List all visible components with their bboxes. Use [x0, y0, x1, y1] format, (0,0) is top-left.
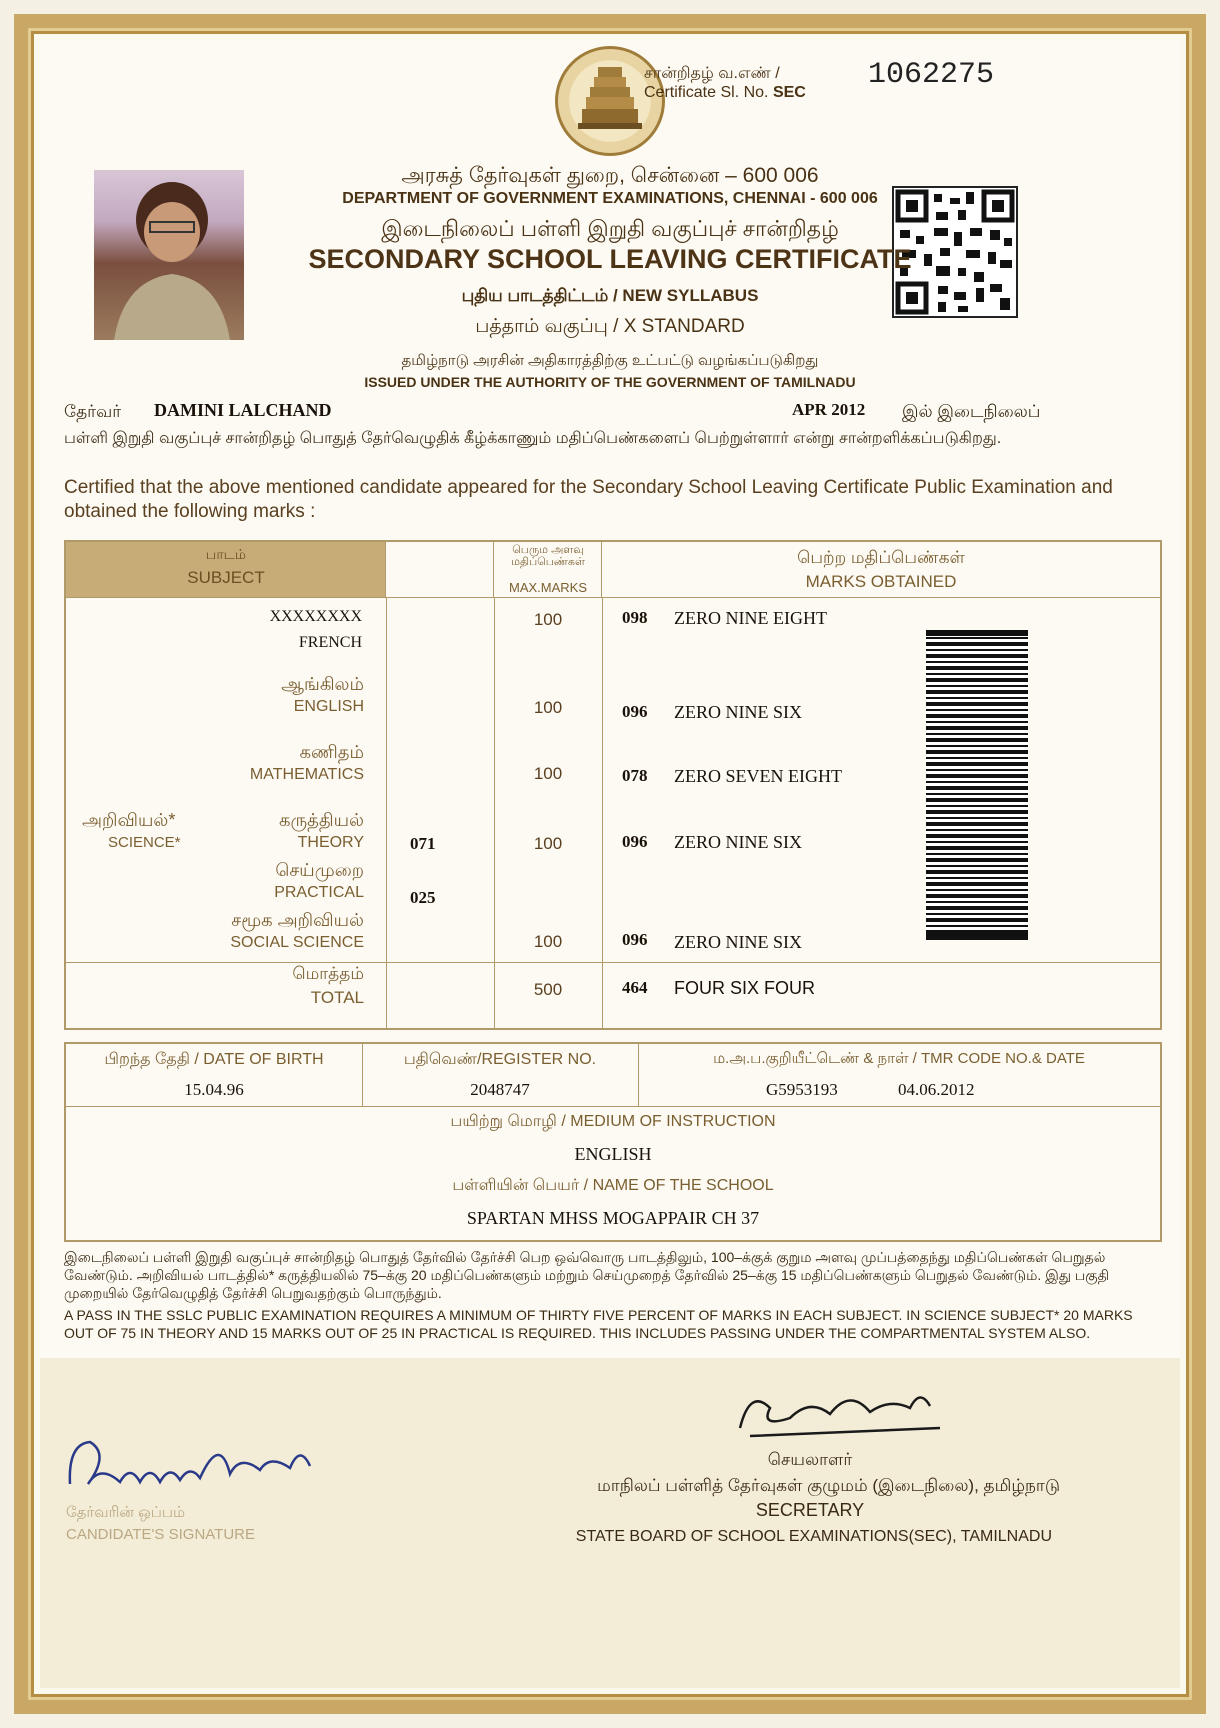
- subject-name-tamil: XXXXXXXX: [269, 608, 362, 625]
- subject-name-tamil: கணிதம்: [299, 742, 364, 762]
- subject-header: [66, 542, 386, 598]
- marks-words: ZERO NINE SIX: [674, 702, 802, 722]
- marks-words: ZERO NINE SIX: [674, 832, 802, 852]
- cert-sl-label: [644, 84, 806, 102]
- issued-tamil: தமிழ்நாடு அரசின் அதிகாரத்திற்கு உட்பட்டு வழங்கப்படுகிறது: [401, 352, 819, 369]
- obtained-header: [602, 542, 1160, 598]
- session-suffix-tamil: இல் இடைநிலைப்: [902, 402, 1041, 421]
- subject-name-english: SOCIAL SCIENCE: [230, 934, 364, 951]
- max-marks: 100: [533, 932, 563, 951]
- max-marks: 100: [533, 764, 563, 783]
- dob-value: 15.04.96: [184, 1080, 244, 1099]
- cert-number: 1062275: [868, 58, 995, 92]
- cert-text-english: Certified that the above mentioned candidate appeared for the Secondary School Leaving Certificate Public Examination and obtained the following marks :: [64, 477, 1113, 522]
- subject-name-tamil: ஆங்கிலம்: [281, 674, 364, 694]
- standard: பத்தாம் வகுப்பு / X STANDARD: [475, 316, 745, 337]
- cert-text-tamil: பள்ளி இறுதி வகுப்புச் சான்றிதழ் பொதுத் தேர்வெழுதிக் கீழ்க்காணும் மதிப்பெண்களைப் பெற்றுள்ளார் என்று சான்றளிக்கப்படுகிறது.: [64, 430, 1002, 447]
- info-table: [64, 1042, 1162, 1242]
- note-english: A PASS IN THE SSLC PUBLIC EXAMINATION REQUIRES A MINIMUM OF THIRTY FIVE PERCENT OF MARKS IN EACH SUBJECT. IN SCIENCE SUBJECT* 20 MARKS OUT OF 75 IN THEORY AND 15 MARKS OUT OF 25 IN PRACTICAL IS REQUIRED. THIS INCLUDES PASSING UNDER THE COMPARTMENTAL SYSTEM ALSO.: [64, 1307, 1133, 1341]
- subject-name-english: FRENCH: [298, 634, 362, 651]
- school-value: SPARTAN MHSS MOGAPPAIR CH 37: [466, 1208, 760, 1228]
- subject-name-english: MATHEMATICS: [249, 766, 364, 783]
- marks-value: 098: [622, 608, 648, 627]
- total-label-english: TOTAL: [310, 988, 364, 1007]
- board-english: STATE BOARD OF SCHOOL EXAMINATIONS(SEC), TAMILNADU: [575, 1528, 1052, 1545]
- marks-value: 096: [622, 702, 648, 721]
- subject-name-tamil: கருத்தியல்: [278, 810, 364, 830]
- barcode-icon: [926, 630, 1028, 940]
- marks-words: ZERO NINE SIX: [674, 932, 802, 952]
- medium-label: பயிற்று மொழி / MEDIUM OF INSTRUCTION: [450, 1113, 776, 1130]
- tmr-label: ம.அ.ப.குறியீட்டெண் & நாள் / TMR CODE NO.& DATE: [713, 1050, 1085, 1067]
- marks-value: 096: [622, 930, 648, 949]
- tmr-date: 04.06.2012: [898, 1080, 975, 1099]
- cert-sl-code: SEC: [772, 84, 806, 101]
- cert-sl-label-tamil: சான்றிதழ் வ.எண் /: [644, 65, 780, 82]
- subject-name-english: ENGLISH: [293, 698, 364, 715]
- max-marks: 100: [533, 610, 563, 629]
- science-label-english: SCIENCE*: [108, 834, 181, 851]
- reg-value: 2048747: [470, 1080, 530, 1099]
- component-header: [386, 542, 494, 598]
- row-divider: [66, 1106, 1160, 1107]
- max-header: [494, 542, 602, 598]
- marks-value: 096: [622, 832, 648, 851]
- cert-sl-label-english: Certificate Sl. No.: [644, 84, 769, 101]
- certificate-body: [40, 40, 1180, 1688]
- dept-tamil: அரசுத் தேர்வுகள் துறை, சென்னை – 600 006: [401, 164, 819, 187]
- total-marks: 464: [622, 978, 648, 997]
- candidate-signature-icon: [60, 1424, 330, 1504]
- subject-header-english: SUBJECT: [187, 568, 265, 587]
- col-divider: [494, 598, 495, 1028]
- max-marks: 100: [533, 834, 563, 853]
- marks-value: 078: [622, 766, 648, 785]
- title-english: SECONDARY SCHOOL LEAVING CERTIFICATE: [308, 244, 912, 274]
- practical-label-tamil: செய்முறை: [275, 860, 364, 880]
- candidate-sig-english: CANDIDATE'S SIGNATURE: [66, 1526, 255, 1543]
- secretary-tamil: செயலாளர்: [767, 1450, 853, 1469]
- col-divider: [386, 598, 387, 1028]
- theory-marks: 071: [410, 834, 436, 853]
- max-marks: 100: [533, 698, 563, 717]
- science-label-tamil: அறிவியல்*: [82, 810, 176, 830]
- marks-words: ZERO SEVEN EIGHT: [674, 766, 842, 786]
- subject-name-tamil: சமூக அறிவியல்: [231, 910, 364, 930]
- exam-session: APR 2012: [792, 400, 866, 419]
- obtained-header-english: MARKS OBTAINED: [805, 572, 957, 591]
- candidate-label-tamil: தேர்வர்: [64, 402, 122, 421]
- subject-header-tamil: பாடம்: [205, 546, 247, 562]
- footer: [40, 1358, 1180, 1688]
- secretary-english: SECRETARY: [755, 1500, 865, 1520]
- practical-marks: 025: [410, 888, 436, 907]
- tmr-code: G5953193: [766, 1080, 838, 1099]
- total-words: FOUR SIX FOUR: [674, 978, 816, 998]
- obtained-header-tamil: பெற்ற மதிப்பெண்கள்: [797, 548, 965, 567]
- dept-english: DEPARTMENT OF GOVERNMENT EXAMINATIONS, CHENNAI - 600 006: [342, 190, 878, 207]
- max-header-english: MAX.MARKS: [508, 580, 587, 595]
- dob-label: பிறந்த தேதி / DATE OF BIRTH: [104, 1051, 324, 1068]
- col-divider: [602, 598, 603, 1028]
- total-label-tamil: மொத்தம்: [292, 964, 364, 983]
- candidate-name: DAMINI LALCHAND: [154, 400, 332, 420]
- syllabus: புதிய பாடத்திட்டம் / NEW SYLLABUS: [461, 286, 759, 305]
- school-label: பள்ளியின் பெயர் / NAME OF THE SCHOOL: [452, 1177, 774, 1194]
- board-tamil: மாநிலப் பள்ளித் தேர்வுகள் குழுமம் (இடைநிலை), தமிழ்நாடு: [597, 1476, 1060, 1495]
- total-max: 500: [533, 980, 563, 999]
- secretary-signature-icon: [730, 1378, 950, 1448]
- practical-label-english: PRACTICAL: [274, 884, 364, 901]
- title-tamil: இடைநிலைப் பள்ளி இறுதி வகுப்புச் சான்றிதழ்: [381, 216, 839, 241]
- medium-value: ENGLISH: [574, 1144, 652, 1164]
- candidate-sig-tamil: தேர்வரின் ஒப்பம்: [66, 1504, 186, 1521]
- note-tamil: இடைநிலைப் பள்ளி இறுதி வகுப்புச் சான்றிதழ் பொதுத் தேர்வில் தேர்ச்சி பெற ஒவ்வொரு பாடத்திலும், 100–க்குக் குறும அளவு முப்பத்தைந்து மதிப்பெண்கள் பெறுதல் வேண்டும். அறிவியல் பாடத்தில்* கருத்தியலில் 75–க்கு 20 மதிப்பெண்களும் மற்றும் செய்முறைத் தேர்வில் 25–க்கு 15 மதிப்பெண்களும் பெறுதல் வேண்டும். இது பகுதி முறையில் தேர்வெழுதித் தேர்ச்சி பெறுவதற்கும் பொருந்தும்.: [64, 1249, 1110, 1301]
- max-header-tamil: பெரும அளவு மதிப்பெண்கள்: [511, 544, 585, 568]
- subject-name-english: THEORY: [297, 834, 364, 851]
- issued-english: ISSUED UNDER THE AUTHORITY OF THE GOVERNMENT OF TAMILNADU: [364, 374, 856, 390]
- total-divider: [66, 962, 1160, 963]
- reg-label: பதிவெண்/REGISTER NO.: [403, 1051, 597, 1068]
- marks-words: ZERO NINE EIGHT: [674, 608, 827, 628]
